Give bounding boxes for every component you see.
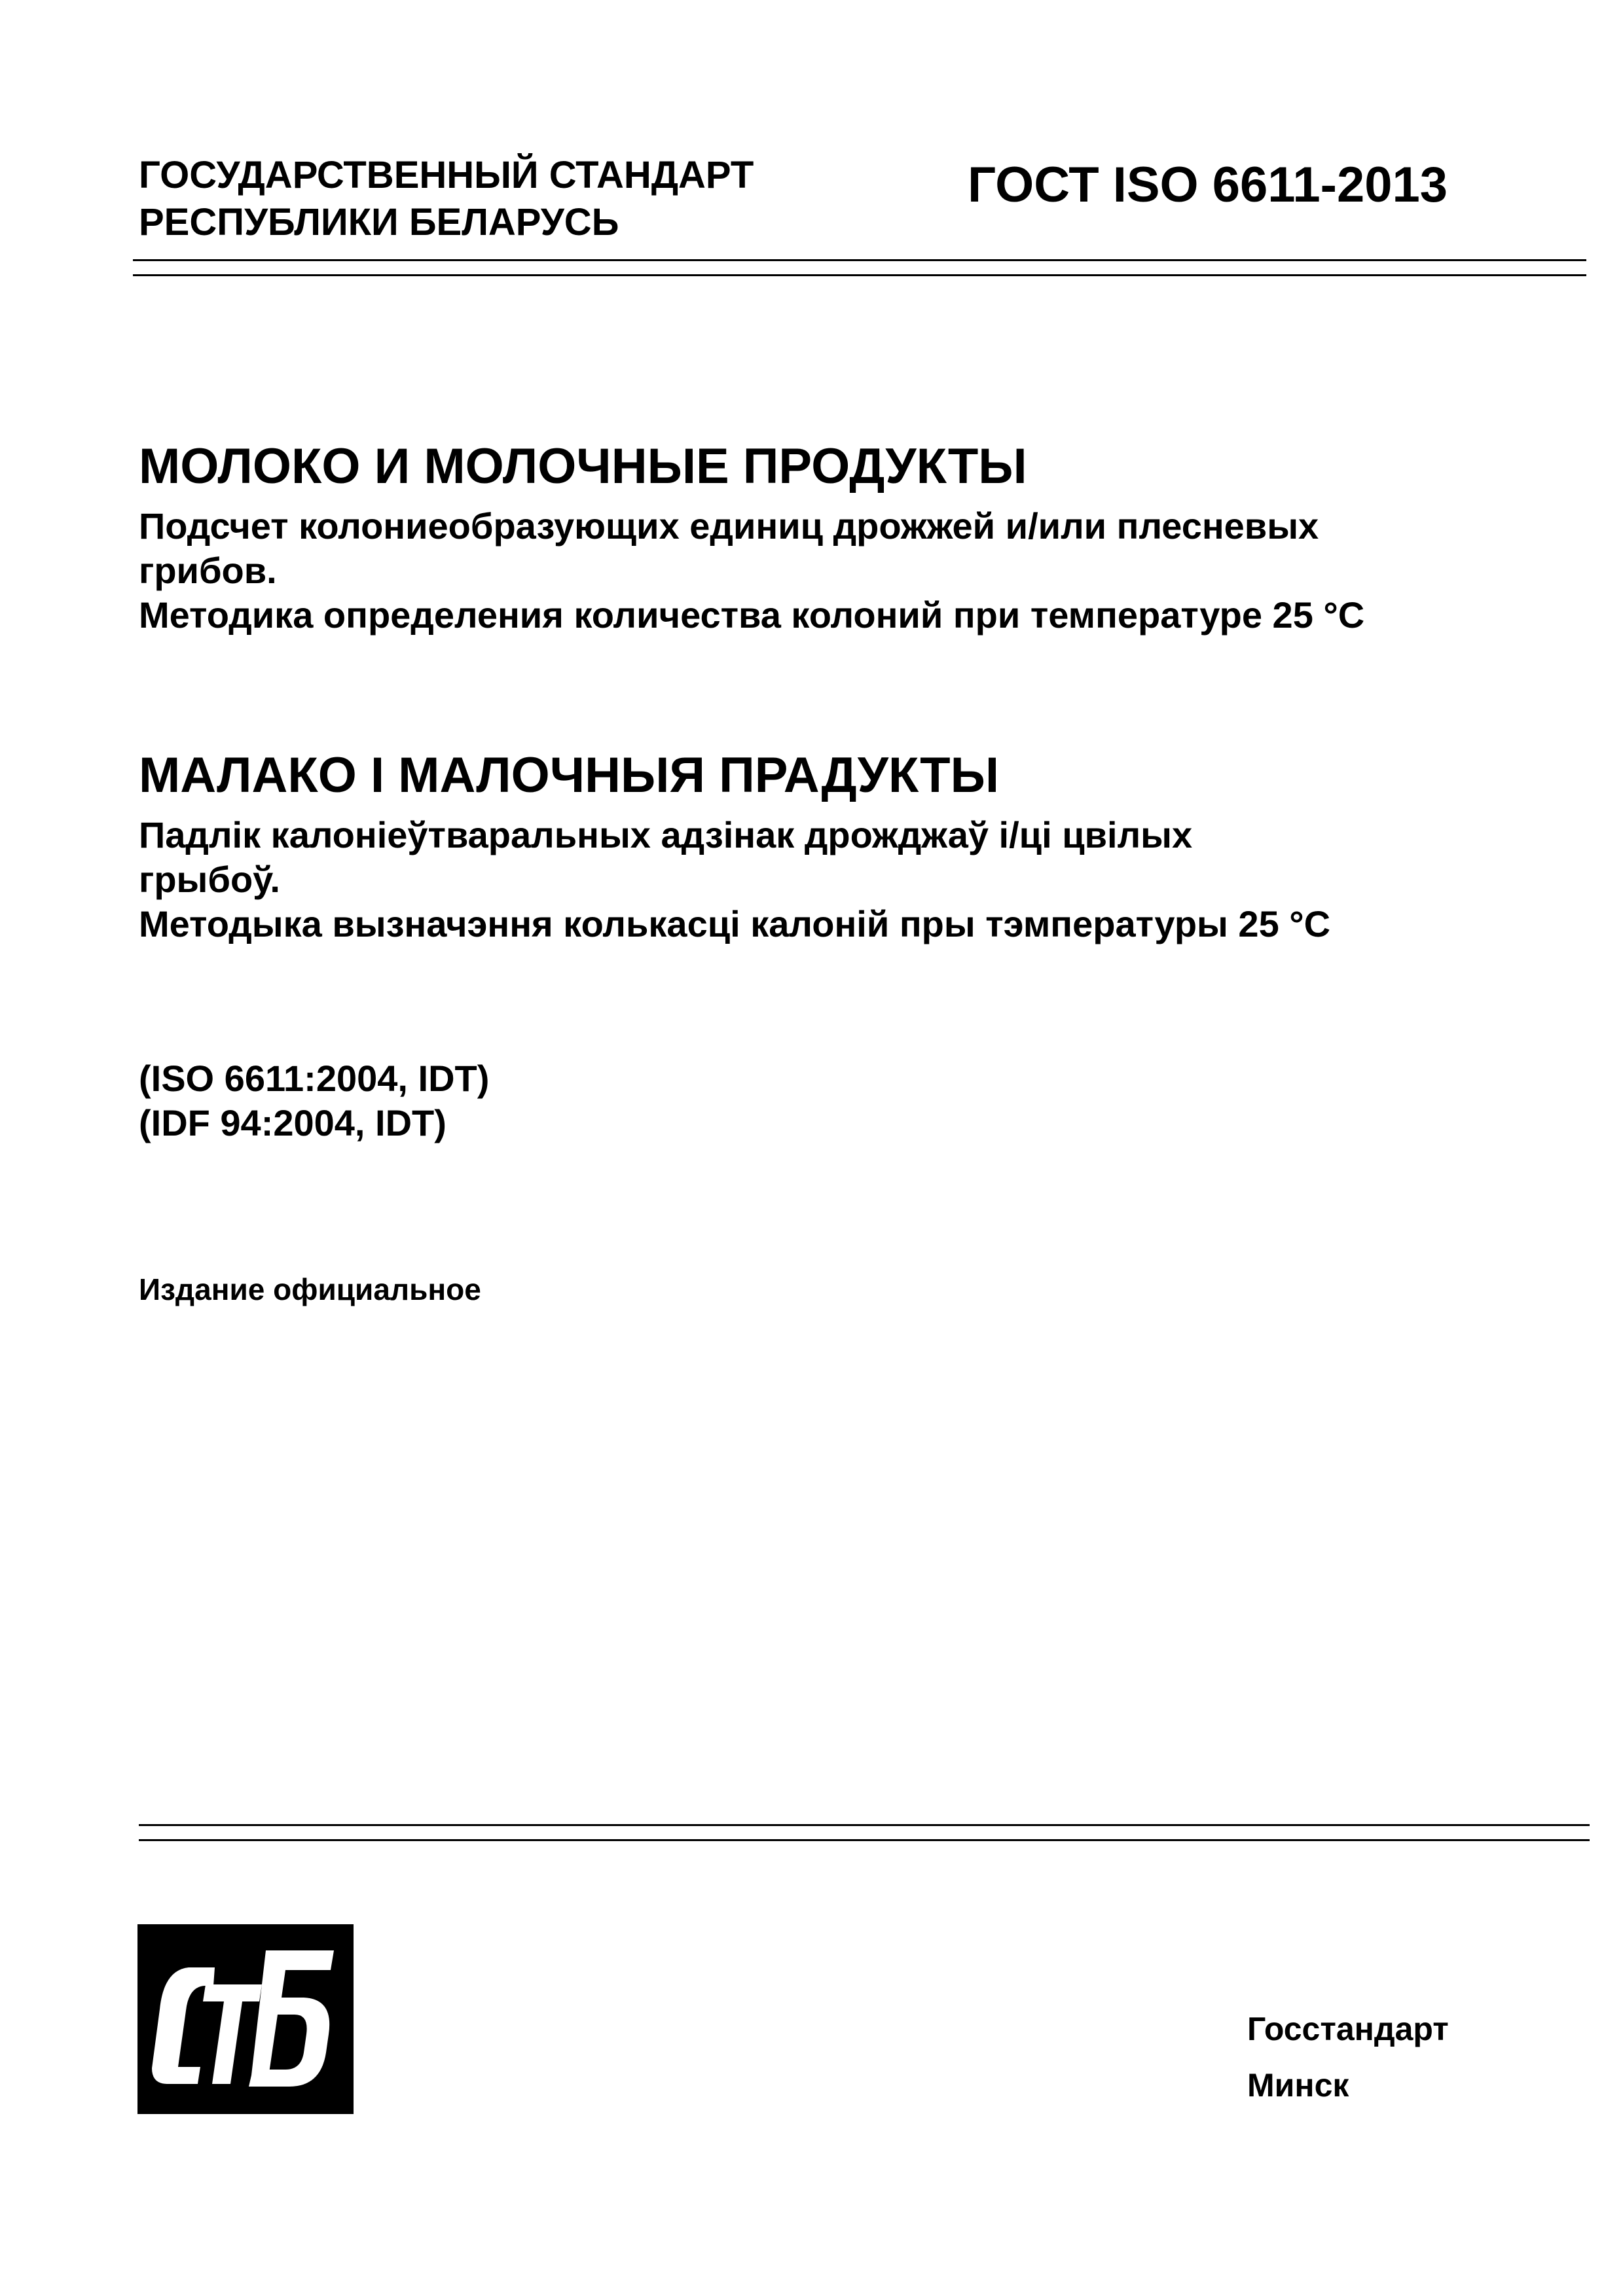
issuer: [139, 152, 754, 246]
bottom-rule-upper: [139, 1824, 1590, 1826]
issuer-line-2: РЕСПУБЛИКИ БЕЛАРУСЬ: [139, 201, 619, 243]
title-ru-main: МОЛОКО И МОЛОЧНЫЕ ПРОДУКТЫ: [139, 439, 1027, 494]
stb-logo-icon: [137, 1924, 354, 2114]
title-ru-sub: [139, 504, 1364, 637]
edition-label: Издание официальное: [139, 1272, 481, 1306]
references: [139, 1056, 489, 1145]
issuer-line-1: ГОСУДАРСТВЕННЫЙ СТАНДАРТ: [139, 154, 754, 196]
top-rule-upper: [133, 259, 1586, 261]
publisher-name: Госстандарт: [1247, 2011, 1449, 2047]
title-ru-sub-line-2: грибов.: [139, 550, 277, 591]
title-ru-sub-line-3: Методика определения количества колоний при температуре 25 °С: [139, 594, 1365, 636]
bottom-rule-lower: [139, 1839, 1590, 1841]
stb-logo-graphic: [137, 1924, 354, 2114]
publisher-city: Минск: [1247, 2067, 1349, 2104]
standard-designation: ГОСТ ISO 6611-2013: [968, 157, 1448, 213]
title-ru-sub-line-1: Подсчет колониеобразующих единиц дрожжей и/или плесневых: [139, 505, 1319, 547]
title-by-sub-line-1: Падлік калонiеўтваральных адзінак дрожджаў і/ці цвілых: [139, 814, 1193, 855]
title-by-sub: [139, 813, 1330, 946]
title-by-sub-line-3: Методыка вызначэння колькасці калоній пры тэмпературы 25 °С: [139, 903, 1331, 944]
reference-iso: (ISO 6611:2004, IDT): [139, 1058, 490, 1099]
reference-idf: (IDF 94:2004, IDT): [139, 1102, 447, 1143]
top-rule-lower: [133, 274, 1586, 276]
title-by-sub-line-2: грыбоў.: [139, 859, 280, 900]
title-by-main: МАЛАКО І МАЛОЧНЫЯ ПРАДУКТЫ: [139, 747, 999, 803]
